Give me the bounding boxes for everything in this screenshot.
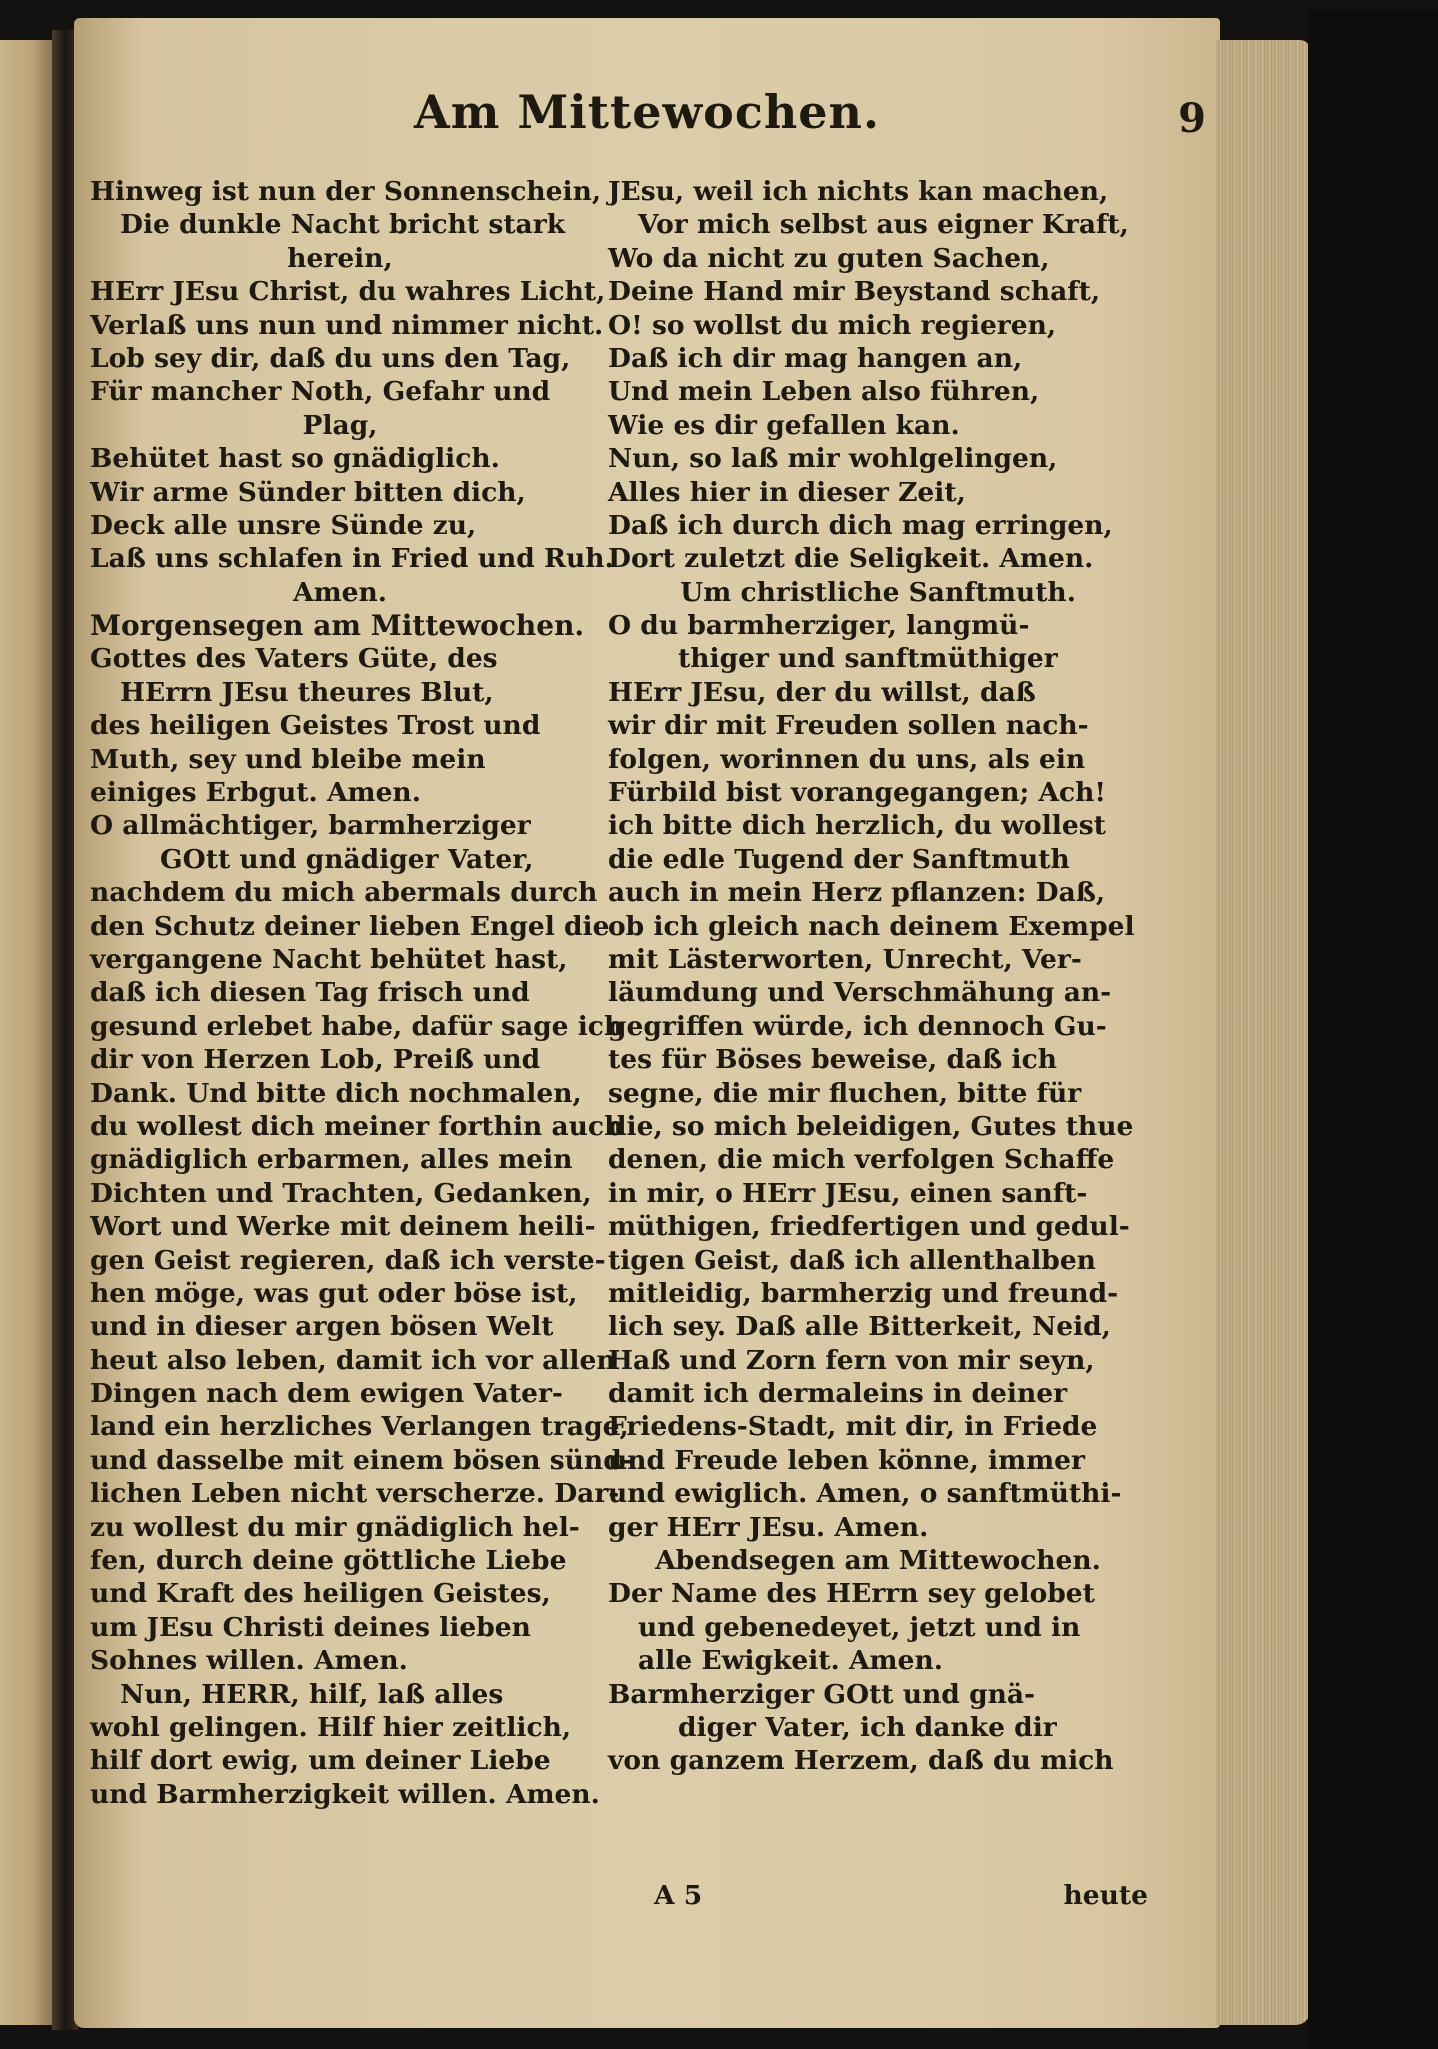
text-line: thiger und sanftmüthiger bbox=[678, 643, 1058, 675]
text-line: HErr JEsu, der du willst, daß bbox=[608, 676, 1036, 708]
text-line: und Freude leben könne, immer bbox=[608, 1444, 1085, 1476]
text-line: mit Lästerworten, Unrecht, Ver- bbox=[608, 943, 1082, 975]
text-line: Amen. bbox=[293, 576, 387, 608]
text-line: Laß uns schlafen in Fried und Ruh. bbox=[90, 543, 614, 575]
text-line: in mir, o HErr JEsu, einen sanft- bbox=[608, 1177, 1088, 1209]
text-line: denen, die mich verfolgen Schaffe bbox=[608, 1144, 1115, 1176]
text-line: Friedens-Stadt, mit dir, in Friede bbox=[608, 1411, 1098, 1443]
text-line: Fürbild bist vorangegangen; Ach! bbox=[608, 777, 1107, 809]
text-line: Dank. Und bitte dich nochmalen, bbox=[90, 1077, 582, 1109]
text-line: lichen Leben nicht verscherze. Dar- bbox=[90, 1478, 620, 1510]
text-line: mitleidig, barmherzig und freund- bbox=[608, 1277, 1119, 1309]
text-line: wir dir mit Freuden sollen nach- bbox=[608, 710, 1089, 742]
text-line: Sohnes willen. Amen. bbox=[90, 1645, 408, 1677]
text-line: O du barmherziger, langmü- bbox=[608, 610, 1030, 642]
text-line: Morgensegen am Mittewochen. bbox=[90, 609, 585, 643]
text-line: Deck alle unsre Sünde zu, bbox=[90, 509, 477, 541]
text-line: Gottes des Vaters Güte, des bbox=[90, 643, 498, 675]
text-line: Barmherziger GOtt und gnä- bbox=[608, 1678, 1036, 1710]
text-line: hilf dort ewig, um deiner Liebe bbox=[90, 1745, 551, 1777]
text-line: folgen, worinnen du uns, als ein bbox=[608, 743, 1086, 775]
page-header bbox=[74, 85, 1220, 155]
text-line: einiges Erbgut. Amen. bbox=[90, 777, 421, 809]
text-line: HErr JEsu Christ, du wahres Licht, bbox=[90, 276, 606, 308]
signature-mark: A 5 bbox=[654, 1880, 703, 1911]
text-line: Für mancher Noth, Gefahr und bbox=[90, 376, 551, 408]
text-line: und Barmherzigkeit willen. Amen. bbox=[90, 1778, 600, 1810]
text-line: fen, durch deine göttliche Liebe bbox=[90, 1545, 567, 1577]
text-line: herein, bbox=[287, 242, 393, 274]
text-line: Wie es dir gefallen kan. bbox=[608, 409, 960, 441]
text-line: auch in mein Herz pflanzen: Daß, bbox=[608, 877, 1106, 909]
page-number: 9 bbox=[1178, 95, 1206, 142]
text-line: Vor mich selbst aus eigner Kraft, bbox=[638, 209, 1129, 241]
text-line: wohl gelingen. Hilf hier zeitlich, bbox=[90, 1711, 572, 1743]
text-line: Die dunkle Nacht bricht stark bbox=[120, 209, 566, 241]
text-line: land ein herzliches Verlangen trage, bbox=[90, 1411, 629, 1443]
text-line: gen Geist regieren, daß ich verste- bbox=[90, 1244, 606, 1276]
text-line: und in dieser argen bösen Welt bbox=[90, 1311, 554, 1343]
text-line: läumdung und Verschmähung an- bbox=[608, 977, 1112, 1009]
text-line: Deine Hand mir Beystand schaft, bbox=[608, 276, 1101, 308]
page-edges bbox=[1216, 40, 1310, 2025]
text-line: und Kraft des heiligen Geistes, bbox=[90, 1578, 551, 1610]
text-line: Plag, bbox=[302, 409, 378, 441]
text-line: Lob sey dir, daß du uns den Tag, bbox=[90, 342, 571, 374]
text-line: Dingen nach dem ewigen Vater- bbox=[90, 1378, 563, 1410]
text-line: Daß ich dir mag hangen an, bbox=[608, 342, 1023, 374]
text-line: O allmächtiger, barmherziger bbox=[90, 810, 531, 842]
catchword: heute bbox=[1063, 1880, 1148, 1911]
text-line: von ganzem Herzem, daß du mich bbox=[608, 1745, 1114, 1777]
text-line: gnädiglich erbarmen, alles mein bbox=[90, 1144, 573, 1176]
text-line: tes für Böses beweise, daß ich bbox=[608, 1044, 1057, 1076]
text-line: hen möge, was gut oder böse ist, bbox=[90, 1277, 578, 1309]
text-line: Wir arme Sünder bitten dich, bbox=[90, 476, 526, 508]
text-line: Wo da nicht zu guten Sachen, bbox=[608, 242, 1050, 274]
text-line: und ewiglich. Amen, o sanftmüthi- bbox=[608, 1478, 1122, 1510]
text-line: Und mein Leben also führen, bbox=[608, 376, 1040, 408]
text-line: heut also leben, damit ich vor allen bbox=[90, 1344, 616, 1376]
text-line: du wollest dich meiner forthin auch bbox=[90, 1110, 624, 1142]
text-line: Wort und Werke mit deinem heili- bbox=[90, 1211, 596, 1243]
previous-page-edge bbox=[0, 40, 52, 2025]
text-line: Verlaß uns nun und nimmer nicht. bbox=[90, 309, 604, 341]
text-line: HErrn JEsu theures Blut, bbox=[120, 676, 494, 708]
text-line: Dichten und Trachten, Gedanken, bbox=[90, 1177, 592, 1209]
text-line: um JEsu Christi deines lieben bbox=[90, 1611, 531, 1643]
text-line: vergangene Nacht behütet hast, bbox=[90, 943, 568, 975]
text-line: O! so wollst du mich regieren, bbox=[608, 309, 1057, 341]
text-line: ob ich gleich nach deinem Exempel bbox=[608, 910, 1135, 942]
text-line: nachdem du mich abermals durch bbox=[90, 877, 598, 909]
text-line: JEsu, weil ich nichts kan machen, bbox=[608, 176, 1109, 207]
page-footer bbox=[608, 1880, 1148, 1914]
text-line: Muth, sey und bleibe mein bbox=[90, 743, 486, 775]
text-line: Nun, so laß mir wohlgelingen, bbox=[608, 443, 1058, 475]
text-line: Dort zuletzt die Seligkeit. Amen. bbox=[608, 543, 1094, 575]
text-line: Haß und Zorn fern von mir seyn, bbox=[608, 1344, 1095, 1376]
text-line: des heiligen Geistes Trost und bbox=[90, 710, 541, 742]
text-line: alle Ewigkeit. Amen. bbox=[638, 1645, 943, 1677]
text-line: ger HErr JEsu. Amen. bbox=[608, 1511, 929, 1543]
left-text-column bbox=[90, 175, 633, 1811]
text-line: Daß ich durch dich mag erringen, bbox=[608, 509, 1113, 541]
right-text-column bbox=[608, 175, 1148, 1778]
text-line: tigen Geist, daß ich allenthalben bbox=[608, 1244, 1096, 1276]
text-line: Alles hier in dieser Zeit, bbox=[608, 476, 966, 508]
text-line: ich bitte dich herzlich, du wollest bbox=[608, 810, 1106, 842]
text-line: und gebenedeyet, jetzt und in bbox=[638, 1611, 1081, 1643]
text-line: GOtt und gnädiger Vater, bbox=[160, 843, 534, 875]
book-binding bbox=[1308, 10, 1438, 2049]
text-line: die edle Tugend der Sanftmuth bbox=[608, 843, 1070, 875]
text-line: müthigen, friedfertigen und gedul- bbox=[608, 1211, 1130, 1243]
text-line: dir von Herzen Lob, Preiß und bbox=[90, 1044, 541, 1076]
text-line: Behütet hast so gnädiglich. bbox=[90, 443, 500, 475]
text-line: Hinweg ist nun der Sonnenschein, bbox=[90, 176, 602, 207]
running-title: Am Mittewochen. bbox=[414, 85, 880, 139]
text-line: und dasselbe mit einem bösen sünd- bbox=[90, 1444, 633, 1476]
text-line: Nun, HERR, hilf, laß alles bbox=[120, 1678, 504, 1710]
text-line: den Schutz deiner lieben Engel die bbox=[90, 910, 610, 942]
text-line: gesund erlebet habe, dafür sage ich bbox=[90, 1010, 624, 1042]
text-line: Abendsegen am Mittewochen. bbox=[655, 1545, 1101, 1577]
text-line: segne, die mir fluchen, bitte für bbox=[608, 1077, 1082, 1109]
text-line: daß ich diesen Tag frisch und bbox=[90, 977, 530, 1009]
text-line: lich sey. Daß alle Bitterkeit, Neid, bbox=[608, 1311, 1111, 1343]
text-line: zu wollest du mir gnädiglich hel- bbox=[90, 1511, 580, 1543]
text-line: die, so mich beleidigen, Gutes thue bbox=[608, 1110, 1134, 1142]
text-line: gegriffen würde, ich dennoch Gu- bbox=[608, 1010, 1107, 1042]
text-line: Um christliche Sanftmuth. bbox=[680, 576, 1076, 608]
text-line: diger Vater, ich danke dir bbox=[678, 1711, 1057, 1743]
text-line: Der Name des HErrn sey gelobet bbox=[608, 1578, 1095, 1610]
text-line: damit ich dermaleins in deiner bbox=[608, 1378, 1068, 1410]
